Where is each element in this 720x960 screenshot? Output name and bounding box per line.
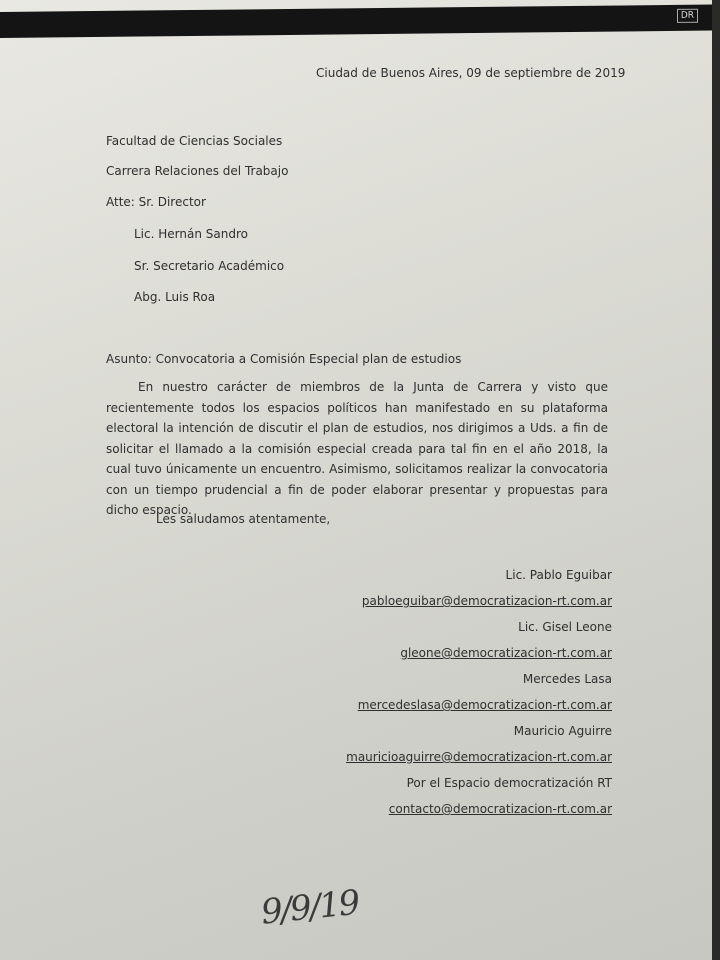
signatory-email: mauricioaguirre@democratizacion-rt.com.ar (346, 750, 612, 764)
letter-closing: Les saludamos atentamente, (156, 512, 331, 526)
signatory-email: mercedeslasa@democratizacion-rt.com.ar (357, 698, 612, 712)
addressee-attention: Atte: Sr. Director (106, 195, 206, 209)
addressee-faculty: Facultad de Ciencias Sociales (106, 134, 283, 148)
signatory-name: Lic. Pablo Eguibar (505, 568, 612, 582)
letter-subject: Asunto: Convocatoria a Comisión Especial plan de estudios (106, 352, 462, 366)
corner-tag: DR (677, 9, 698, 23)
signatory-email: gleone@democratizacion-rt.com.ar (400, 646, 612, 660)
addressee-secretary-name: Abg. Luis Roa (134, 290, 216, 304)
signatory-name: Mauricio Aguirre (513, 724, 612, 738)
signatory-name: Mercedes Lasa (522, 672, 612, 686)
addressee-director-name: Lic. Hernán Sandro (134, 227, 248, 241)
letter-date: Ciudad de Buenos Aires, 09 de septiembre de 2019 (316, 66, 626, 80)
signatory-email: pabloeguibar@democratizacion-rt.com.ar (361, 594, 612, 608)
letter-body: En nuestro carácter de miembros de la Junta de Carrera y visto que recientemente todos los espacios políticos han manifestado en su plataforma electoral la intención de discutir el plan de estudios, nos dirigimos a Uds. a fin de solicitar el llamado a la comisión especial creada para tal fin en el año 2018, la cual tuvo únicamente un encuentro. Asimismo, solicitamos realizar la convocatoria con un tiempo prudencial a fin de poder elaborar presentar y propuestas para dicho espacio. (106, 380, 608, 517)
handwritten-date-mark: 9/9/19 (259, 882, 361, 933)
signatory-name: Lic. Gisel Leone (518, 620, 612, 634)
signatory-group: Por el Espacio democratización RT (406, 776, 612, 790)
addressee-career: Carrera Relaciones del Trabajo (106, 164, 289, 178)
scanner-top-bar (0, 5, 712, 38)
addressee-secretary-title: Sr. Secretario Académico (134, 259, 285, 273)
signatory-email: contacto@democratizacion-rt.com.ar (388, 802, 612, 816)
